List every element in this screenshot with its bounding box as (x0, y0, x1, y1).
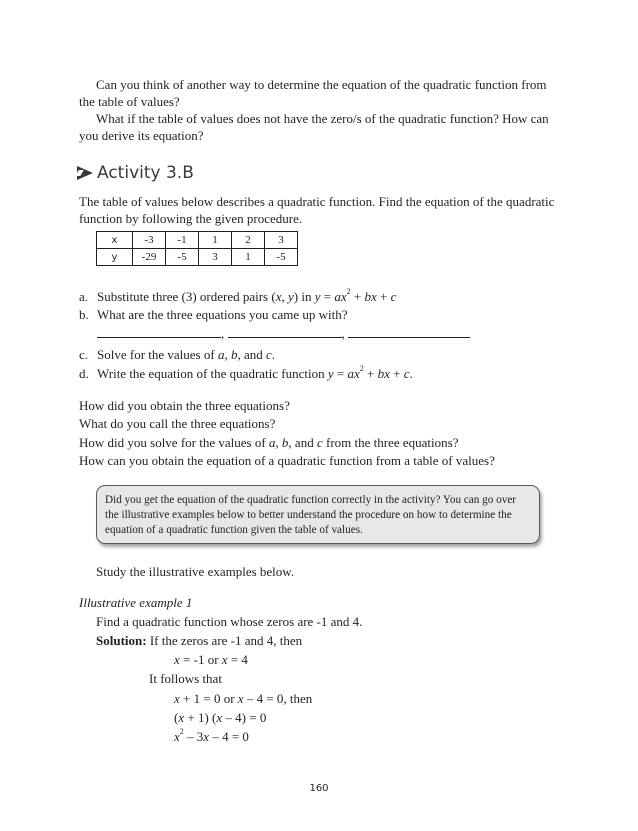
table-cell: 1 (232, 249, 265, 266)
step-b (79, 306, 348, 323)
step-a (79, 288, 396, 305)
step-b-text: What are the three equations you came up with? (97, 307, 348, 322)
example-title: Illustrative example 1 (79, 595, 193, 610)
step-b-label: b. (79, 307, 89, 322)
solution-label: Solution: (96, 633, 147, 648)
step-a-label: a. (79, 289, 89, 304)
answer-blank-2[interactable] (228, 326, 342, 338)
table-row-y (97, 249, 298, 266)
step-a-text: Substitute three (3) ordered pairs (x, y) in $y = ax^2$ + bx + c (97, 287, 397, 304)
table-header-y: y (97, 249, 133, 266)
intro-paragraph-2: What if the table of values does not have the zero/s of the quadratic function? How can you derive its equation? (79, 111, 549, 143)
step-c-text: Solve for the values of a, b, and c. (97, 347, 276, 362)
question-4: How can you obtain the equation of a quadratic function from a table of values? (79, 453, 495, 468)
answer-blanks: , , (97, 325, 470, 342)
table-cell: -29 (133, 249, 166, 266)
table-cell: 2 (232, 232, 265, 249)
callout-box (96, 485, 540, 544)
values-table (96, 231, 298, 266)
example-problem: Find a quadratic function whose zeros are -1 and 4. (96, 614, 363, 629)
solution-step-1: x = -1 or x = 4 (174, 652, 248, 667)
table-cell: 3 (199, 249, 232, 266)
table-cell: -5 (166, 249, 199, 266)
question-1: How did you obtain the three equations? (79, 398, 290, 413)
arrow-icon (77, 166, 93, 180)
solution-line: Solution: If the zeros are -1 and 4, then (96, 633, 303, 648)
table-row-x (97, 232, 298, 249)
step-c-label: c. (79, 347, 89, 362)
solution-step-2: x + 1 = 0 or x – 4 = 0, then (174, 691, 313, 706)
activity-description: The table of values below describes a quadratic function. Find the equation of the quadratic function by following the given procedure. (79, 194, 555, 226)
table-header-x: x (97, 232, 133, 249)
table-cell: -5 (265, 249, 298, 266)
intro-paragraph-1: Can you think of another way to determine the equation of the quadratic function from the table of values? (79, 77, 547, 109)
callout-text: Did you get the equation of the quadratic function correctly in the activity? You can go over the illustrative examples below to better understand the procedure on how to determine the equation of a quadratic function given the table of values. (105, 494, 517, 536)
step-d-text: Write the equation of the quadratic function $y = ax^2$ + bx + c. (97, 364, 413, 381)
table-cell: 3 (265, 232, 298, 249)
table-cell: -3 (133, 232, 166, 249)
table-cell: -1 (166, 232, 199, 249)
step-d (79, 365, 413, 382)
solution-step-3: (x + 1) (x – 4) = 0 (174, 710, 267, 725)
activity-title: Activity 3.B (97, 163, 194, 183)
answer-blank-3[interactable] (348, 326, 470, 338)
answer-blank-1[interactable] (97, 326, 221, 338)
question-2: What do you call the three equations? (79, 416, 276, 431)
table-cell: 1 (199, 232, 232, 249)
step-c (79, 346, 275, 363)
question-3: How did you solve for the values of a, b, and c from the three equations? (79, 435, 459, 450)
follows-text: It follows that (149, 671, 222, 686)
study-text: Study the illustrative examples below. (96, 564, 295, 579)
activity-heading (77, 163, 194, 183)
step-d-label: d. (79, 366, 89, 381)
solution-step-4: $x^2 - 3x - 4 = 0$ (174, 727, 249, 744)
page-number: 160 (309, 783, 329, 794)
